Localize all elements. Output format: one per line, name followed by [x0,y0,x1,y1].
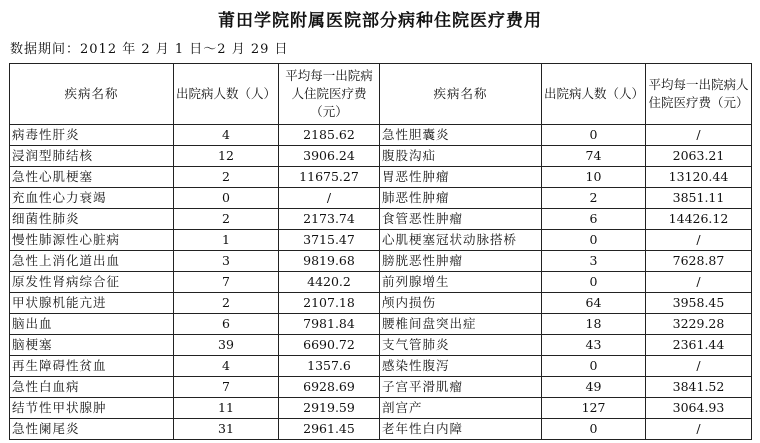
avg-cost-left: 2185.62 [279,125,380,146]
avg-cost-right: / [646,419,752,440]
discharged-count-right: 127 [542,398,646,419]
disease-name-right: 心肌梗塞冠状动脉搭桥 [380,230,542,251]
avg-cost-right: / [646,356,752,377]
table-row [10,167,752,188]
disease-name-right: 食管恶性肿瘤 [380,209,542,230]
discharged-count-right: 6 [542,209,646,230]
avg-cost-right: 3851.11 [646,188,752,209]
discharged-count-right: 64 [542,293,646,314]
disease-name-left: 脑出血 [10,314,174,335]
discharged-count-right: 0 [542,356,646,377]
avg-cost-left: 6690.72 [279,335,380,356]
table-row [10,272,752,293]
disease-name-left: 脑梗塞 [10,335,174,356]
discharged-count-left: 3 [174,251,279,272]
discharged-count-left: 0 [174,188,279,209]
discharged-count-right: 0 [542,272,646,293]
disease-name-left: 急性阑尾炎 [10,419,174,440]
disease-name-right: 颅内损伤 [380,293,542,314]
disease-name-left: 结节性甲状腺肿 [10,398,174,419]
discharged-count-left: 2 [174,293,279,314]
disease-name-right: 肺恶性肿瘤 [380,188,542,209]
avg-cost-left: 9819.68 [279,251,380,272]
page-title: 莆田学院附属医院部分病种住院医疗费用 [218,11,542,31]
avg-cost-left: 2107.18 [279,293,380,314]
disease-name-left: 充血性心力衰竭 [10,188,174,209]
avg-cost-left: 2919.59 [279,398,380,419]
discharged-count-left: 2 [174,209,279,230]
data-period: 数据期间：2012 年 2 月 1 日～2 月 29 日 [10,42,289,57]
disease-name-left: 浸润型肺结核 [10,146,174,167]
discharged-count-left: 4 [174,125,279,146]
table-row [10,146,752,167]
discharged-count-left: 4 [174,356,279,377]
disease-name-right: 剖宫产 [380,398,542,419]
table-row [10,335,752,356]
disease-name-left: 细菌性肺炎 [10,209,174,230]
table-row [10,209,752,230]
disease-name-right: 胃恶性肿瘤 [380,167,542,188]
discharged-count-left: 39 [174,335,279,356]
table-row [10,293,752,314]
disease-name-right: 腰椎间盘突出症 [380,314,542,335]
table-row [10,314,752,335]
header-disease-left: 疾病名称 [10,64,174,125]
disease-name-right: 感染性腹泻 [380,356,542,377]
avg-cost-right: 3958.45 [646,293,752,314]
avg-cost-left: 11675.27 [279,167,380,188]
table-header-row [10,64,752,125]
header-avg-cost-right: 平均每一出院病人住院医疗费（元） [646,64,752,125]
avg-cost-right: 3064.93 [646,398,752,419]
disease-name-left: 慢性肺源性心脏病 [10,230,174,251]
table-row [10,377,752,398]
discharged-count-left: 7 [174,377,279,398]
discharged-count-right: 0 [542,125,646,146]
discharged-count-right: 0 [542,230,646,251]
avg-cost-left: 3906.24 [279,146,380,167]
disease-name-left: 原发性肾病综合征 [10,272,174,293]
disease-name-left: 急性白血病 [10,377,174,398]
table-row [10,356,752,377]
disease-name-right: 前列腺增生 [380,272,542,293]
avg-cost-right: 3229.28 [646,314,752,335]
disease-name-right: 支气管肺炎 [380,335,542,356]
avg-cost-right: 3841.52 [646,377,752,398]
disease-name-left: 急性上消化道出血 [10,251,174,272]
avg-cost-left: / [279,188,380,209]
discharged-count-left: 7 [174,272,279,293]
avg-cost-left: 7981.84 [279,314,380,335]
avg-cost-left: 3715.47 [279,230,380,251]
disease-name-right: 老年性白内障 [380,419,542,440]
header-avg-cost-left: 平均每一出院病人住院医疗费（元） [279,64,380,125]
disease-name-left: 急性心肌梗塞 [10,167,174,188]
avg-cost-left: 2173.74 [279,209,380,230]
avg-cost-right: 2361.44 [646,335,752,356]
disease-name-right: 子宫平滑肌瘤 [380,377,542,398]
avg-cost-right: / [646,272,752,293]
discharged-count-left: 12 [174,146,279,167]
avg-cost-right: / [646,125,752,146]
avg-cost-right: 14426.12 [646,209,752,230]
table-row [10,125,752,146]
discharged-count-left: 31 [174,419,279,440]
disease-name-left: 病毒性肝炎 [10,125,174,146]
discharged-count-left: 6 [174,314,279,335]
avg-cost-right: / [646,230,752,251]
table-row [10,419,752,440]
discharged-count-left: 11 [174,398,279,419]
discharged-count-right: 2 [542,188,646,209]
discharged-count-right: 18 [542,314,646,335]
table-row [10,188,752,209]
disease-name-right: 急性胆囊炎 [380,125,542,146]
discharged-count-left: 2 [174,167,279,188]
header-disease-right: 疾病名称 [380,64,542,125]
discharged-count-right: 0 [542,419,646,440]
disease-name-right: 膀胱恶性肿瘤 [380,251,542,272]
header-discharged-right: 出院病人数（人） [542,64,646,125]
avg-cost-right: 7628.87 [646,251,752,272]
disease-name-left: 甲状腺机能亢进 [10,293,174,314]
discharged-count-right: 74 [542,146,646,167]
table-row [10,251,752,272]
discharged-count-left: 1 [174,230,279,251]
avg-cost-right: 2063.21 [646,146,752,167]
disease-name-left: 再生障碍性贫血 [10,356,174,377]
avg-cost-left: 2961.45 [279,419,380,440]
discharged-count-right: 3 [542,251,646,272]
header-discharged-left: 出院病人数（人） [174,64,279,125]
avg-cost-left: 1357.6 [279,356,380,377]
discharged-count-right: 49 [542,377,646,398]
cost-table [9,63,752,440]
table-row [10,230,752,251]
avg-cost-left: 6928.69 [279,377,380,398]
table-row [10,398,752,419]
discharged-count-right: 10 [542,167,646,188]
disease-name-right: 腹股沟疝 [380,146,542,167]
avg-cost-right: 13120.44 [646,167,752,188]
avg-cost-left: 4420.2 [279,272,380,293]
discharged-count-right: 43 [542,335,646,356]
